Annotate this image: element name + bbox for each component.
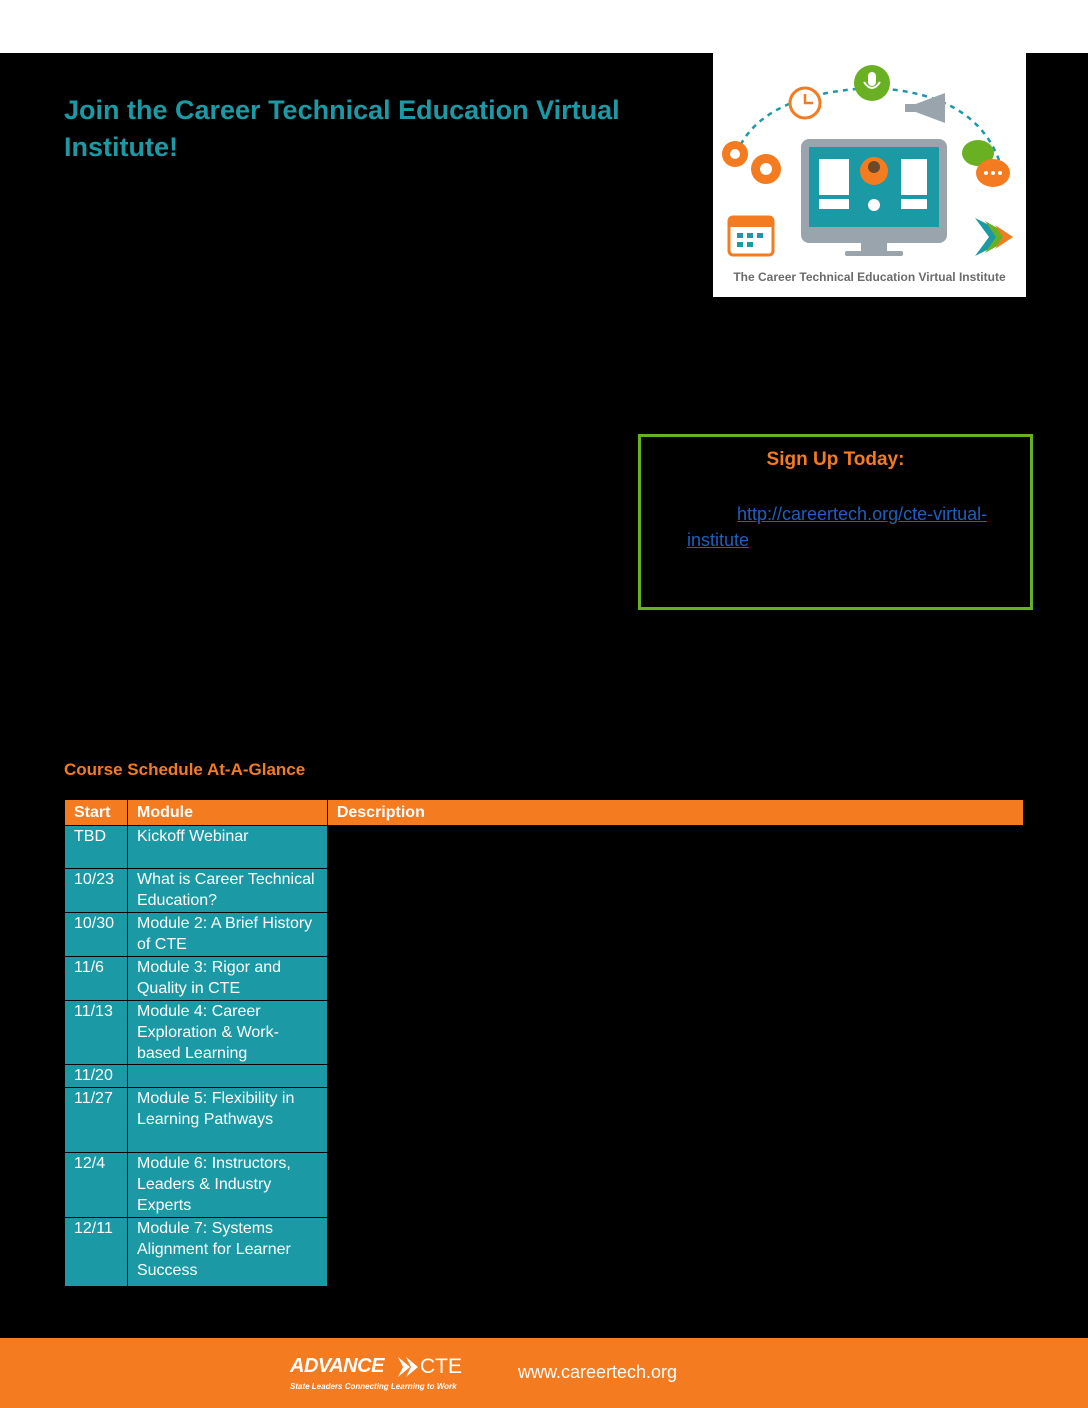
table-row — [65, 869, 1024, 913]
table-row — [65, 826, 1024, 869]
chat-icon — [962, 140, 1010, 187]
table-row — [65, 1088, 1024, 1153]
module-cell: Kickoff Webinar — [127, 826, 327, 869]
logo-tagline: State Leaders Connecting Learning to Work — [290, 1382, 457, 1391]
module-cell: Module 2: A Brief History of CTE — [127, 913, 327, 957]
start-cell: 12/11 — [65, 1218, 128, 1287]
start-cell: 11/20 — [65, 1065, 128, 1088]
module-cell: What is Career Technical Education? — [127, 869, 327, 913]
module-cell: Module 6: Instructors, Leaders & Industry Experts — [127, 1153, 327, 1218]
table-row — [65, 957, 1024, 1001]
module-cell: Module 3: Rigor and Quality in CTE — [127, 957, 327, 1001]
schedule-table — [64, 799, 1024, 1287]
module-cell: Module 7: Systems Alignment for Learner Success — [127, 1218, 327, 1287]
column-header-description: Description — [327, 800, 1023, 826]
column-header-start: Start — [65, 800, 128, 826]
description-cell — [327, 1153, 1023, 1218]
table-row — [65, 1001, 1024, 1065]
description-cell — [327, 826, 1023, 869]
gear-icon — [722, 141, 781, 184]
description-cell — [327, 913, 1023, 957]
signup-box — [638, 434, 1033, 610]
footer-website-link[interactable]: www.careertech.org — [518, 1362, 678, 1382]
start-cell: 12/4 — [65, 1153, 128, 1218]
virtual-institute-illustration — [713, 53, 1026, 297]
monitor-icon — [801, 139, 947, 256]
table-row — [65, 1065, 1024, 1088]
module-cell: Module 4: Career Exploration & Work-based Learning — [127, 1001, 327, 1065]
signup-heading: Sign Up Today: — [766, 449, 905, 470]
page-title: Join the Career Technical Education Virtual Institute! — [64, 95, 620, 162]
table-row — [65, 1153, 1024, 1218]
microphone-icon — [854, 65, 890, 101]
column-header-module: Module — [127, 800, 327, 826]
description-cell — [327, 1088, 1023, 1153]
arrow-icon — [975, 218, 1013, 256]
description-cell — [327, 1065, 1023, 1088]
description-cell — [327, 1001, 1023, 1065]
start-cell: TBD — [65, 826, 128, 869]
start-cell: 11/27 — [65, 1088, 128, 1153]
module-cell: Module 5: Flexibility in Learning Pathways — [127, 1088, 327, 1153]
start-cell: 10/30 — [65, 913, 128, 957]
description-cell — [327, 869, 1023, 913]
calendar-icon — [729, 217, 773, 255]
schedule-heading: Course Schedule At-A-Glance — [64, 760, 306, 779]
hero-illustration — [713, 53, 1026, 297]
description-cell — [327, 957, 1023, 1001]
table-row — [65, 1218, 1024, 1287]
logo-cte-text: CTE — [420, 1355, 462, 1378]
start-cell: 10/23 — [65, 869, 128, 913]
signup-link[interactable]: http://careertech.org/cte-virtual-institute — [687, 504, 988, 550]
start-cell: 11/13 — [65, 1001, 128, 1065]
module-cell — [127, 1065, 327, 1088]
advance-cte-logo: ADVANCE — [290, 1355, 384, 1377]
hero-caption: The Career Technical Education Virtual Institute — [733, 270, 1006, 284]
description-cell — [327, 1218, 1023, 1287]
clock-icon — [790, 88, 820, 118]
megaphone-icon — [905, 93, 945, 123]
footer-bar — [0, 1338, 1088, 1408]
logo-chevron-icon — [396, 1356, 420, 1378]
start-cell: 11/6 — [65, 957, 128, 1001]
table-header-row — [65, 800, 1024, 826]
table-row — [65, 913, 1024, 957]
